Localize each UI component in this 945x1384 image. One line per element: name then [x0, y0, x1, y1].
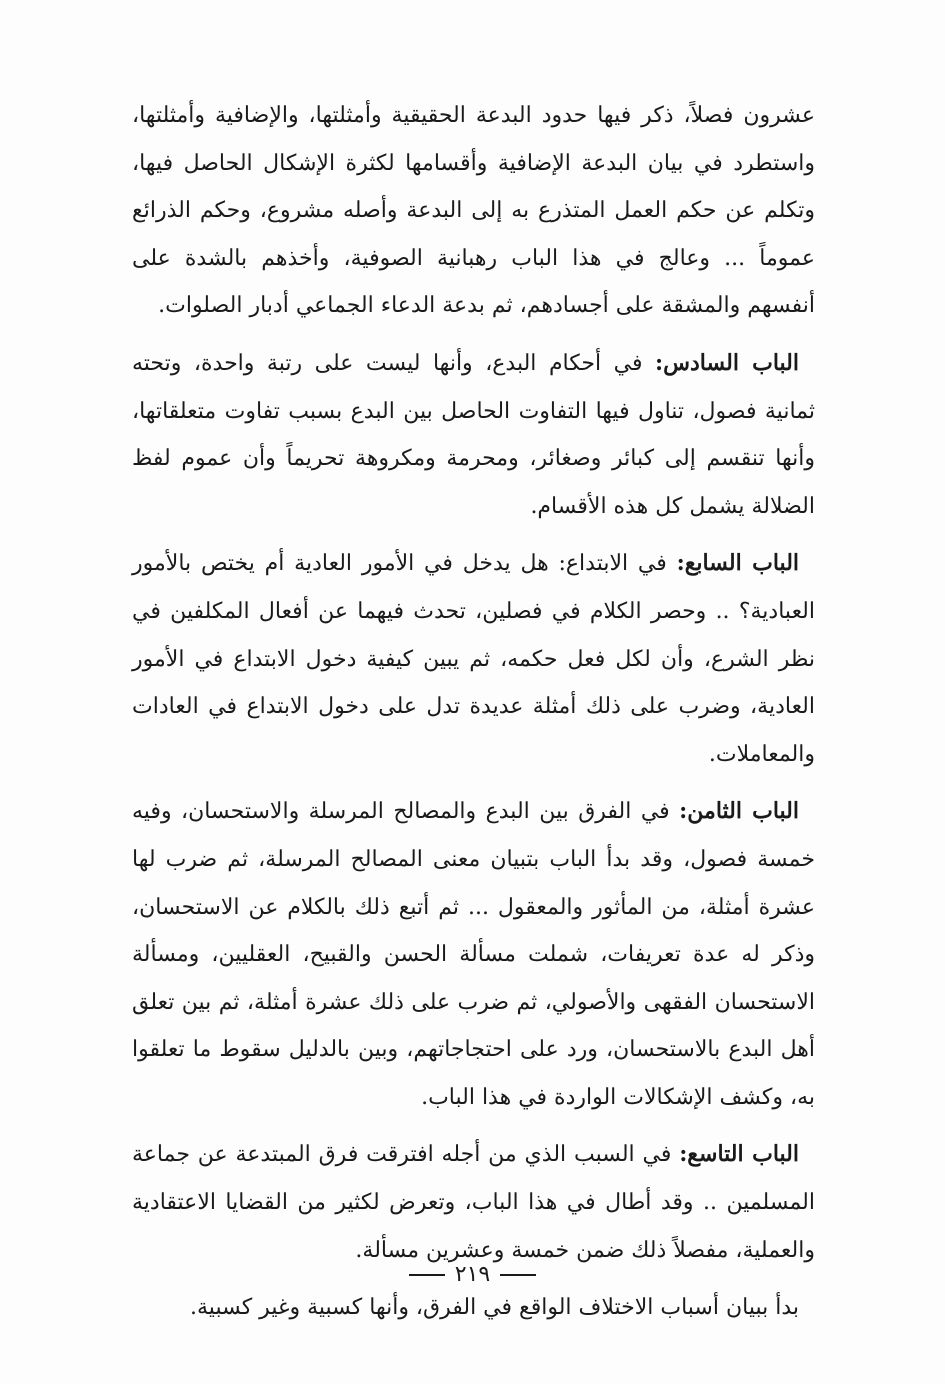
section-paragraph-6 [132, 340, 815, 530]
section-paragraph-8 [132, 788, 815, 1121]
section-heading-8: الباب الثامن: [679, 798, 799, 825]
intro-paragraph [132, 92, 815, 330]
closing-paragraph [132, 1284, 815, 1332]
page-number: ٢١٩ [454, 1262, 491, 1287]
section-heading-7: الباب السابع: [676, 550, 800, 577]
section-text-7: في الابتداع: هل يدخل في الأمور العادية أم يختص بالأمور العبادية؟ .. وحصر الكلام في فصلين، تحدث فيهما عن أفعال المكلفين في نظر الشرع، وأن لكل فعل حكمه، ثم يبين كيفية دخول الابتداع في الأمور العادية، وضرب على ذلك أمثلة عديدة تدل على دخول الابتداع في العادات والمعاملات. [132, 551, 815, 767]
section-paragraph-9 [132, 1131, 815, 1274]
footer-dash-right [500, 1274, 536, 1276]
section-paragraph-7 [132, 540, 815, 778]
page-body-text [132, 92, 815, 1342]
footer-dash-left [409, 1274, 445, 1276]
section-heading-6: الباب السادس: [655, 349, 799, 376]
section-text-8: في الفرق بين البدع والمصالح المرسلة والاستحسان، وفيه خمسة فصول، وقد بدأ الباب بتبيان معنى المصالح المرسلة، ثم ضرب لها عشرة أمثلة، من المأثور والمعقول ... ثم أتبع ذلك بالكلام عن الاستحسان، وذكر له عدة تعريفات، شملت مسألة الحسن والقبيح، العقليين، ومسألة الاستحسان الفقهى والأصولي، ثم ضرب على ذلك عشرة أمثلة، ثم بين تعلق أهل البدع بالاستحسان، ورد على احتجاجاتهم، وبين بالدليل سقوط ما تعلقوا به، وكشف الإشكالات الواردة في هذا الباب. [132, 799, 815, 1110]
section-text-9: في السبب الذي من أجله افترقت فرق المبتدعة عن جماعة المسلمين .. وقد أطال في هذا الباب، وتعرض لكثير من القضايا الاعتقادية والعملية، مفصلاً ذلك ضمن خمسة وعشرين مسألة. [132, 1142, 815, 1263]
closing-paragraph-text: بدأ ببيان أسباب الاختلاف الواقع في الفرق، وأنها كسبية وغير كسبية. [190, 1295, 799, 1321]
section-heading-9: الباب التاسع: [679, 1141, 799, 1168]
intro-paragraph-text: عشرون فصلاً، ذكر فيها حدود البدعة الحقيقية وأمثلتها، والإضافية وأمثلتها، واستطرد في بيان البدعة الإضافية وأقسامها لكثرة الإشكال الحاصل فيها، وتكلم عن حكم العمل المتذرع به إلى البدعة وأصله مشروع، وحكم الذرائع عموماً ... وعالج في هذا الباب رهبانية الصوفية، وأخذهم بالشدة على أنفسهم والمشقة على أجسادهم، ثم بدعة الدعاء الجماعي أدبار الصلوات. [132, 103, 816, 319]
section-text-6: في أحكام البدع، وأنها ليست على رتبة واحدة، وتحته ثمانية فصول، تناول فيها التفاوت الحاصل بين البدع بسبب تفاوت متعلقاتها، وأنها تنقسم إلى كبائر وصغائر، ومحرمة ومكروهة تحريماً وأن عموم لفظ الضلالة يشمل كل هذه الأقسام. [132, 350, 815, 519]
page-footer [0, 1262, 945, 1287]
